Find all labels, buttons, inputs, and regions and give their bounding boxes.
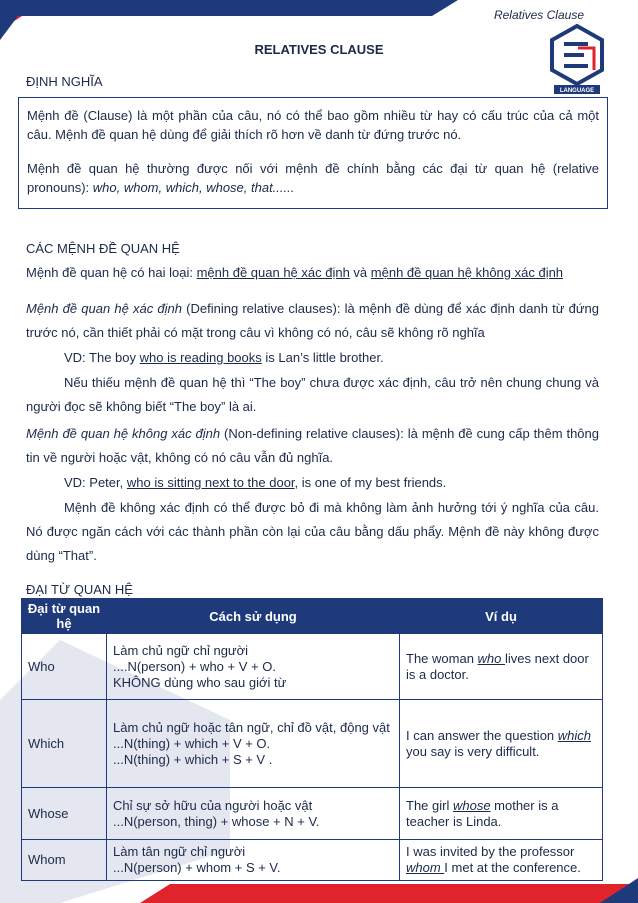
definition-box [18,97,608,209]
top-left-navy-corner [0,0,30,40]
logo-text: LANGUAGE [559,88,595,94]
page-title: RELATIVES CLAUSE [254,42,384,57]
types-heading: CÁC MỆNH ĐỀ QUAN HỆ [26,241,180,256]
top-left-navy-band [0,0,458,30]
example-cell: The woman who lives next door is a doctor. [400,634,603,700]
usage-cell: Làm chủ ngữ chỉ người ....N(person) + who + V + O. KHÔNG dùng who sau giới từ [107,634,400,700]
pronoun-cell: Who [22,634,107,700]
table-row [22,700,603,788]
definition-heading: ĐỊNH NGHĨA [26,74,103,89]
definition-para-1: Mệnh đề (Clause) là một phần của câu, nó có thể bao gồm nhiều từ hay có cấu trúc của cả một câu. Mệnh đề quan hệ dùng để giải thích rõ hơn về danh từ đứng trước nó. [27,108,599,142]
type-defining-link: mệnh đề quan hệ xác định [196,265,350,280]
defining-example: VD: The boy who is reading books is Lan’s little brother. [64,350,384,365]
example-cell: I was invited by the professor whom I met at the conference. [400,840,603,881]
top-left-red-band [0,16,22,30]
pronoun-cell: Which [22,700,107,788]
pronouns-heading: ĐẠI TỪ QUAN HỆ [26,582,133,597]
types-intro: Mệnh đề quan hệ có hai loại: mệnh đề quan hệ xác định và mệnh đề quan hệ không xác định [26,265,564,280]
pronoun-table [21,598,603,881]
nondefining-description: Mệnh đề quan hệ không xác định (Non-defining relative clauses): là mệnh đề cung cấp thêm thông tin về người hoặc vật, không có nó câu vẫn đủ nghĩa. [26,426,599,465]
col-header-pronoun: Đại từ quan hệ [22,599,107,634]
table-row [22,788,603,840]
esg-logo-icon [548,24,606,96]
example-cell: The girl whose mother is a teacher is Linda. [400,788,603,840]
col-header-usage: Cách sử dụng [107,599,400,634]
pronoun-cell: Whom [22,840,107,881]
bottom-navy-band [600,878,638,903]
table-row [22,634,603,700]
type-nondefining-link: mệnh đề quan hệ không xác định [370,265,564,280]
col-header-example: Ví dụ [400,599,603,634]
header-doc-title: Relatives Clause [493,8,584,22]
nondefining-example: VD: Peter, who is sitting next to the door, is one of my best friends. [64,475,447,490]
example-cell: I can answer the question which you say is very difficult. [400,700,603,788]
pronoun-cell: Whose [22,788,107,840]
definition-para-2: Mệnh đề quan hệ thường được nối với mệnh đề chính bằng các đại từ quan hệ (relative pronouns): who, whom, which, whose, that...... [27,161,599,195]
usage-cell: Làm chủ ngữ hoặc tân ngữ, chỉ đồ vật, động vật ...N(thing) + which + V + O. ...N(thing) + which + S + V . [107,700,400,788]
usage-cell: Làm tân ngữ chỉ người ...N(person) + whom + S + V. [107,840,400,881]
table-row [22,840,603,881]
defining-note: Nếu thiếu mệnh đề quan hệ thì “The boy” chưa được xác định, câu trở nên chung chung và người đọc sẽ không biết “The boy” là ai. [26,375,599,414]
table-header-row [22,599,603,634]
pronoun-list: who, whom, which, whose, that...... [92,180,295,195]
bottom-red-band [140,884,638,903]
nondefining-note: Mệnh đề không xác định có thể được bỏ đi mà không làm ảnh hưởng tới ý nghĩa của câu. Nó được ngăn cách với các thành phần còn lại của câu bằng dấu phẩy. Mệnh đề này không được dùng “That”. [26,500,599,563]
usage-cell: Chỉ sự sở hữu của người hoặc vật ...N(person, thing) + whose + N + V. [107,788,400,840]
defining-description: Mệnh đề quan hệ xác định (Defining relative clauses): là mệnh đề dùng để xác định danh từ đứng trước nó, cần thiết phải có mặt trong câu vì không có nó, câu sẽ không rõ nghĩa [26,301,599,340]
